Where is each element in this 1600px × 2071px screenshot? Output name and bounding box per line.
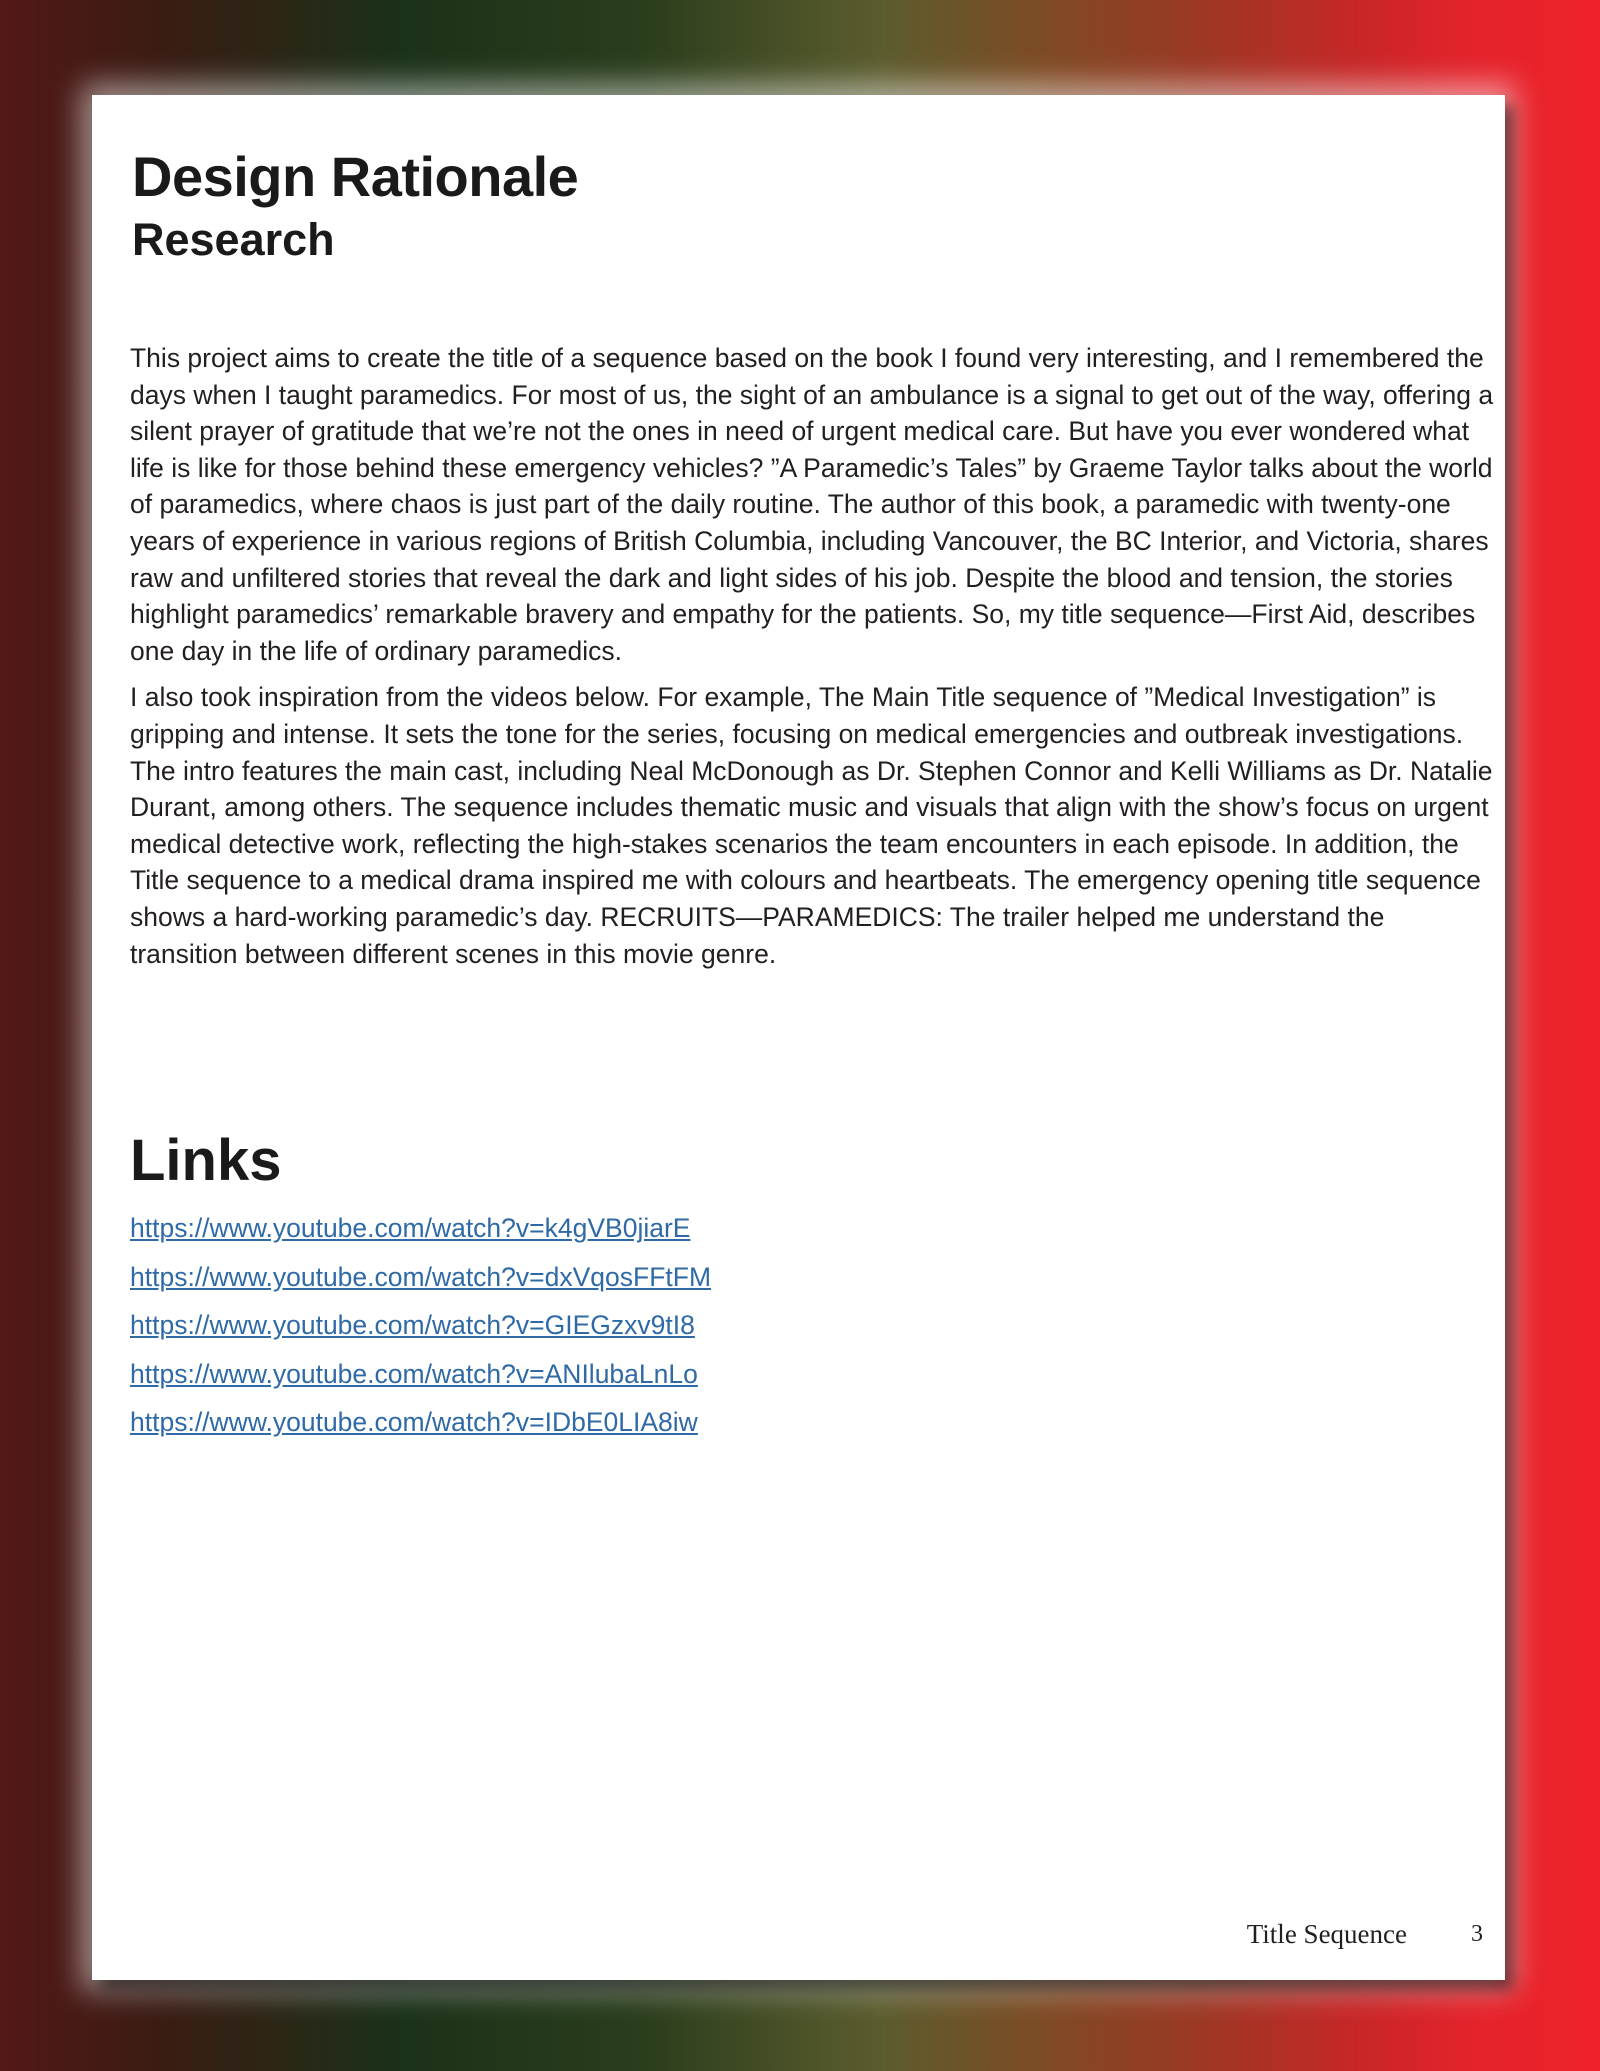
links-list (130, 1208, 711, 1451)
page-number: 3 (1471, 1921, 1483, 1947)
links-heading: Links (130, 1128, 282, 1193)
link-3[interactable]: https://www.youtube.com/watch?v=GIEGzxv9tI8 (130, 1310, 695, 1340)
list-item (130, 1402, 711, 1451)
list-item (130, 1305, 711, 1354)
body-text (130, 340, 1495, 982)
paragraph-2: I also took inspiration from the videos below. For example, The Main Title sequence of ”Medical Investigation” is gripping and intense. It sets the tone for the series, focusing on medical emergencies and outbreak investigations. The intro features the main cast, including Neal McDonough as Dr. Stephen Connor and Kelli Williams as Dr. Natalie Durant, among others. The sequence includes thematic music and visuals that align with the show’s focus on urgent medical detective work, reflecting the high-stakes scenarios the team encounters in each episode. In addition, the Title sequence to a medical drama inspired me with colours and heartbeats. The emergency opening title sequence shows a hard-working paramedic’s day. RECRUITS—PARAMEDICS: The trailer helped me understand the transition between different scenes in this movie genre. (130, 682, 1493, 969)
link-2[interactable]: https://www.youtube.com/watch?v=dxVqosFFtFM (130, 1261, 712, 1292)
page-footer (92, 1919, 1505, 1955)
page-title: Design Rationale (132, 145, 579, 208)
link-1[interactable]: https://www.youtube.com/watch?v=k4gVB0jiarE (130, 1213, 691, 1243)
link-5[interactable]: https://www.youtube.com/watch?v=IDbE0LIA8iw (130, 1407, 698, 1437)
list-item (130, 1208, 711, 1257)
footer-title: Title Sequence (1246, 1919, 1407, 1949)
list-item (130, 1257, 711, 1306)
paragraph-1: This project aims to create the title of a sequence based on the book I found very interesting, and I remembered the days when I taught paramedics. For most of us, the sight of an ambulance is a signal to get out of the way, offering a silent prayer of gratitude that we’re not the ones in need of urgent medical care. But have you ever wondered what life is like for those behind these emergency vehicles? ”A Paramedic’s Tales” by Graeme Taylor talks about the world of paramedics, where chaos is just part of the daily routine. The author of this book, a paramedic with twenty-one years of experience in various regions of British Columbia, including Vancouver, the BC Interior, and Victoria, shares raw and unfiltered stories that reveal the dark and light sides of his job. Despite the blood and tension, the stories highlight paramedics’ remarkable bravery and empathy for the patients. So, my title sequence—First Aid, describes one day in the life of ordinary paramedics. (130, 343, 1494, 666)
document-page (92, 95, 1505, 1980)
list-item (130, 1354, 711, 1403)
page-subtitle: Research (132, 214, 335, 265)
link-4[interactable]: https://www.youtube.com/watch?v=ANIlubaLnLo (130, 1358, 698, 1389)
